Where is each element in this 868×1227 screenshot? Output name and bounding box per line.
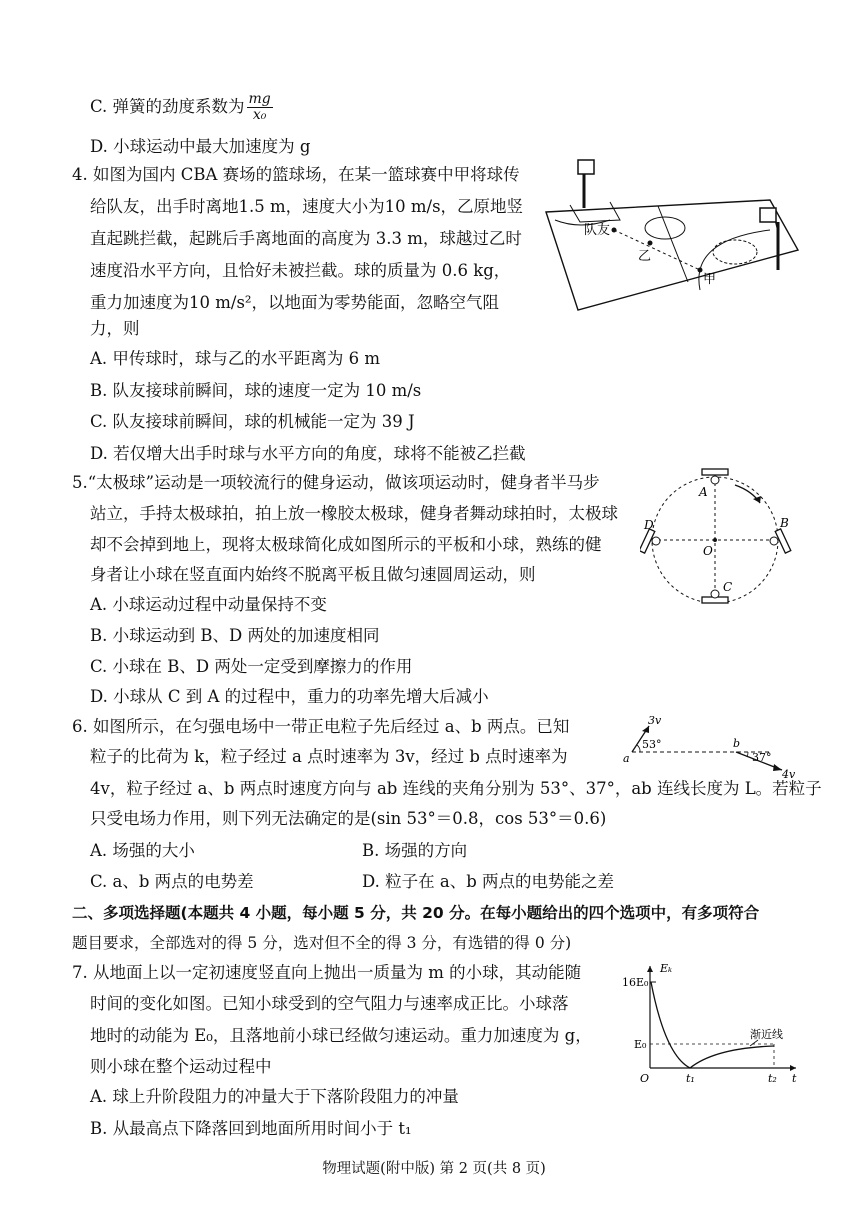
label-4v: 4v bbox=[782, 768, 796, 780]
label-t1: t₁ bbox=[686, 1072, 695, 1085]
q4-stem-line: 4. 如图为国内 CBA 赛场的篮球场，在某一篮球赛中甲将球传 bbox=[72, 165, 520, 184]
label-a: A bbox=[699, 485, 708, 499]
label-3v: 3v bbox=[648, 714, 662, 727]
ek-curve bbox=[651, 982, 774, 1068]
q6-stem-line: 6. 如图所示，在匀强电场中一带正电粒子先后经过 a、b 两点。已知 bbox=[72, 717, 570, 736]
label-asymptote: 渐近线 bbox=[750, 1028, 783, 1041]
label-o: O bbox=[703, 544, 713, 558]
label-t2: t₂ bbox=[768, 1072, 777, 1085]
left-key bbox=[570, 202, 620, 222]
velocity-b-arrowhead bbox=[773, 764, 782, 771]
q5-stem-line: 却不会掉到地上，现将太极球简化成如图所示的平板和小球，熟练的健 bbox=[90, 535, 602, 554]
x-axis-arrow bbox=[790, 1065, 796, 1071]
particle-velocity-figure bbox=[612, 712, 802, 780]
free-throw-circle bbox=[713, 240, 757, 264]
pass-path bbox=[614, 230, 700, 270]
q3-option-c: C. 弹簧的劲度系数为 $\frac{mg}{\text{x₀}}$ bbox=[90, 91, 271, 123]
basketball-court-figure bbox=[540, 150, 802, 345]
label-53: 53° bbox=[642, 738, 662, 751]
q7-stem-line: 地时的动能为 E₀，且落地前小球已经做匀速运动。重力加速度为 g， bbox=[90, 1026, 592, 1045]
q4-stem-line: 直起跳拦截，起跳后手离地面的高度为 3.3 m，球越过乙时 bbox=[90, 229, 522, 248]
label-ek: Eₖ bbox=[660, 962, 673, 975]
ball-b bbox=[770, 537, 778, 545]
fraction-mg-x0: $\frac{mg}{\text{x₀}}$ bbox=[248, 91, 271, 123]
ball-d bbox=[652, 537, 660, 545]
label-37: 37° bbox=[752, 751, 772, 764]
q6-option-d: D. 粒子在 a、b 两点的电势能之差 bbox=[362, 872, 615, 891]
q4-stem-line: 速度沿水平方向，且恰好未被拦截。球的质量为 0.6 kg， bbox=[90, 261, 511, 280]
center-circle bbox=[645, 217, 685, 239]
page-footer: 物理试题(附中版) 第 2 页(共 8 页) bbox=[322, 1161, 546, 1177]
section2-heading: 二、多项选择题(本题共 4 小题，每小题 5 分，共 20 分。在每小题给出的四个选项中，有多项符合 bbox=[72, 904, 760, 922]
q5-option-c: C. 小球在 B、D 两处一定受到摩擦力的作用 bbox=[90, 657, 413, 676]
q7-option-a: A. 球上升阶段阻力的冲量大于下落阶段阻力的冲量 bbox=[90, 1087, 459, 1106]
label-16e0: 16E₀ bbox=[622, 976, 649, 989]
label-c: C bbox=[723, 580, 733, 594]
section2-instructions: 题目要求，全部选对的得 5 分，选对但不全的得 3 分，有选错的得 0 分) bbox=[72, 934, 572, 952]
q5-option-a: A. 小球运动过程中动量保持不变 bbox=[90, 595, 327, 614]
jia-dot bbox=[698, 268, 703, 273]
ball-c bbox=[711, 590, 719, 598]
q5-stem-line: 站立，手持太极球拍，拍上放一橡胶太极球，健身者舞动球拍时，太极球 bbox=[90, 504, 618, 523]
left-backboard bbox=[578, 160, 594, 174]
q6-option-b: B. 场强的方向 bbox=[362, 841, 468, 860]
q4-option-c: C. 队友接球前瞬间，球的机械能一定为 39 J bbox=[90, 412, 415, 431]
label-b: B bbox=[780, 516, 789, 530]
q7-stem-line: 7. 从地面上以一定初速度竖直向上抛出一质量为 m 的小球，其动能随 bbox=[72, 963, 582, 982]
yi-dot bbox=[648, 241, 653, 246]
label-jia: 甲 bbox=[703, 272, 717, 287]
paddle-a bbox=[702, 469, 728, 475]
q4-stem-line: 给队友，出手时离地1.5 m，速度大小为10 m/s，乙原地竖 bbox=[90, 197, 524, 216]
label-e0: E₀ bbox=[634, 1038, 647, 1051]
label-origin: O bbox=[640, 1072, 650, 1085]
q7-option-b: B. 从最高点下降落回到地面所用时间小于 t₁ bbox=[90, 1119, 412, 1138]
q5-stem-line: 5.“太极球”运动是一项较流行的健身运动，做该项运动时，健身者半马步 bbox=[72, 473, 600, 492]
q6-option-c: C. a、b 两点的电势差 bbox=[90, 872, 254, 891]
q7-stem-line: 则小球在整个运动过程中 bbox=[90, 1057, 272, 1076]
q3-option-d: D. 小球运动中最大加速度为 g bbox=[90, 137, 311, 156]
teammate-dot bbox=[612, 228, 617, 233]
label-b: b bbox=[733, 737, 741, 750]
velocity-a-arrowhead bbox=[642, 726, 649, 733]
right-backboard bbox=[760, 208, 776, 222]
q4-option-d: D. 若仅增大出手时球与水平方向的角度，球将不能被乙拦截 bbox=[90, 444, 526, 463]
label-a: a bbox=[623, 752, 630, 765]
angle-arc-a bbox=[637, 745, 640, 752]
q6-option-a: A. 场强的大小 bbox=[90, 841, 195, 860]
label-d: D bbox=[644, 518, 654, 532]
q6-stem-line: 只受电场力作用，则下列无法确定的是(sin 53°＝0.8，cos 53°＝0.6) bbox=[90, 809, 607, 828]
kinetic-energy-graph bbox=[620, 960, 802, 1085]
q5-option-d: D. 小球从 C 到 A 的过程中，重力的功率先增大后减小 bbox=[90, 687, 489, 706]
q6-stem-line: 粒子的比荷为 k，粒子经过 a 点时速率为 3v，经过 b 点时速率为 bbox=[90, 747, 568, 766]
taiji-circle-figure bbox=[640, 465, 800, 610]
q4-stem-line: 力，则 bbox=[90, 319, 140, 338]
q5-option-b: B. 小球运动到 B、D 两处的加速度相同 bbox=[90, 626, 380, 645]
q4-option-b: B. 队友接球前瞬间，球的速度一定为 10 m/s bbox=[90, 381, 422, 400]
label-yi: 乙 bbox=[638, 249, 652, 264]
label-t: t bbox=[792, 1072, 797, 1085]
ball-a bbox=[711, 476, 719, 484]
q5-stem-line: 身者让小球在竖直面内始终不脱离平板且做匀速圆周运动，则 bbox=[90, 565, 536, 584]
q4-stem-line: 重力加速度为10 m/s²，以地面为零势能面，忽略空气阻 bbox=[90, 293, 500, 312]
q4-option-a: A. 甲传球时，球与乙的水平距离为 6 m bbox=[90, 349, 381, 368]
q7-stem-line: 时间的变化如图。已知小球受到的空气阻力与速率成正比。小球落 bbox=[90, 994, 569, 1013]
label-teammate: 队友 bbox=[584, 223, 611, 238]
y-axis-arrow bbox=[647, 966, 653, 972]
center-point bbox=[713, 538, 717, 542]
q6-stem-line: 4v，粒子经过 a、b 两点时速度方向与 ab 连线的夹角分别为 53°、37°，ab 连线长度为 L。若粒子 bbox=[90, 779, 822, 798]
